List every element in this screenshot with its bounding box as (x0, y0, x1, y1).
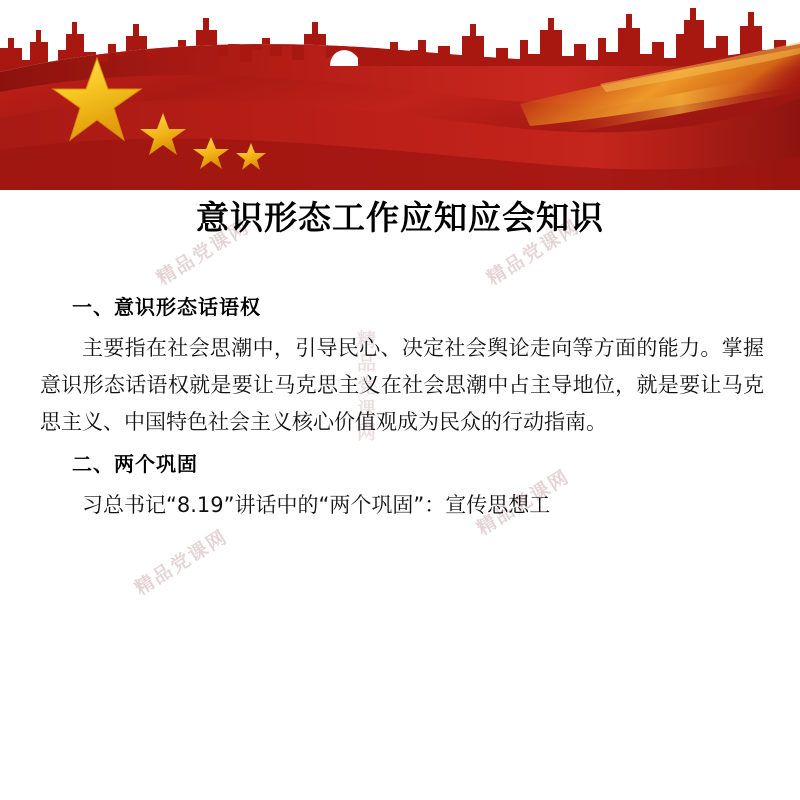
watermark-middle-right: 精品党课网 (472, 465, 574, 540)
section-1 (40, 290, 764, 441)
section-2 (40, 447, 764, 524)
header-banner (0, 0, 800, 190)
section-2-paragraph: 习总书记“8.19”讲话中的“两个巩固”：宣传思想工 (82, 493, 551, 517)
document-content (40, 290, 764, 530)
section-1-heading: 一、意识形态话语权 (72, 295, 261, 319)
section-1-paragraph: 主要指在社会思潮中，引导民心、决定社会舆论走向等方面的能力。掌握意识形态话语权就是要让马克思主义在社会思潮中占主导地位，就是要让马克思主义、中国特色社会主义核心价值观成为民众的行动指南。 (40, 336, 764, 434)
banner-graphic (0, 0, 800, 190)
watermark-top-left: 精品党课网 (152, 215, 254, 290)
section-2-heading: 二、两个巩固 (72, 452, 198, 476)
watermark-vertical-center: 精品党课网 (354, 330, 376, 445)
watermark-bottom-left: 精品党课网 (130, 525, 232, 600)
page-title: 意识形态工作应知应会知识 (196, 198, 604, 237)
watermark-top-right: 精品党课网 (482, 215, 584, 290)
